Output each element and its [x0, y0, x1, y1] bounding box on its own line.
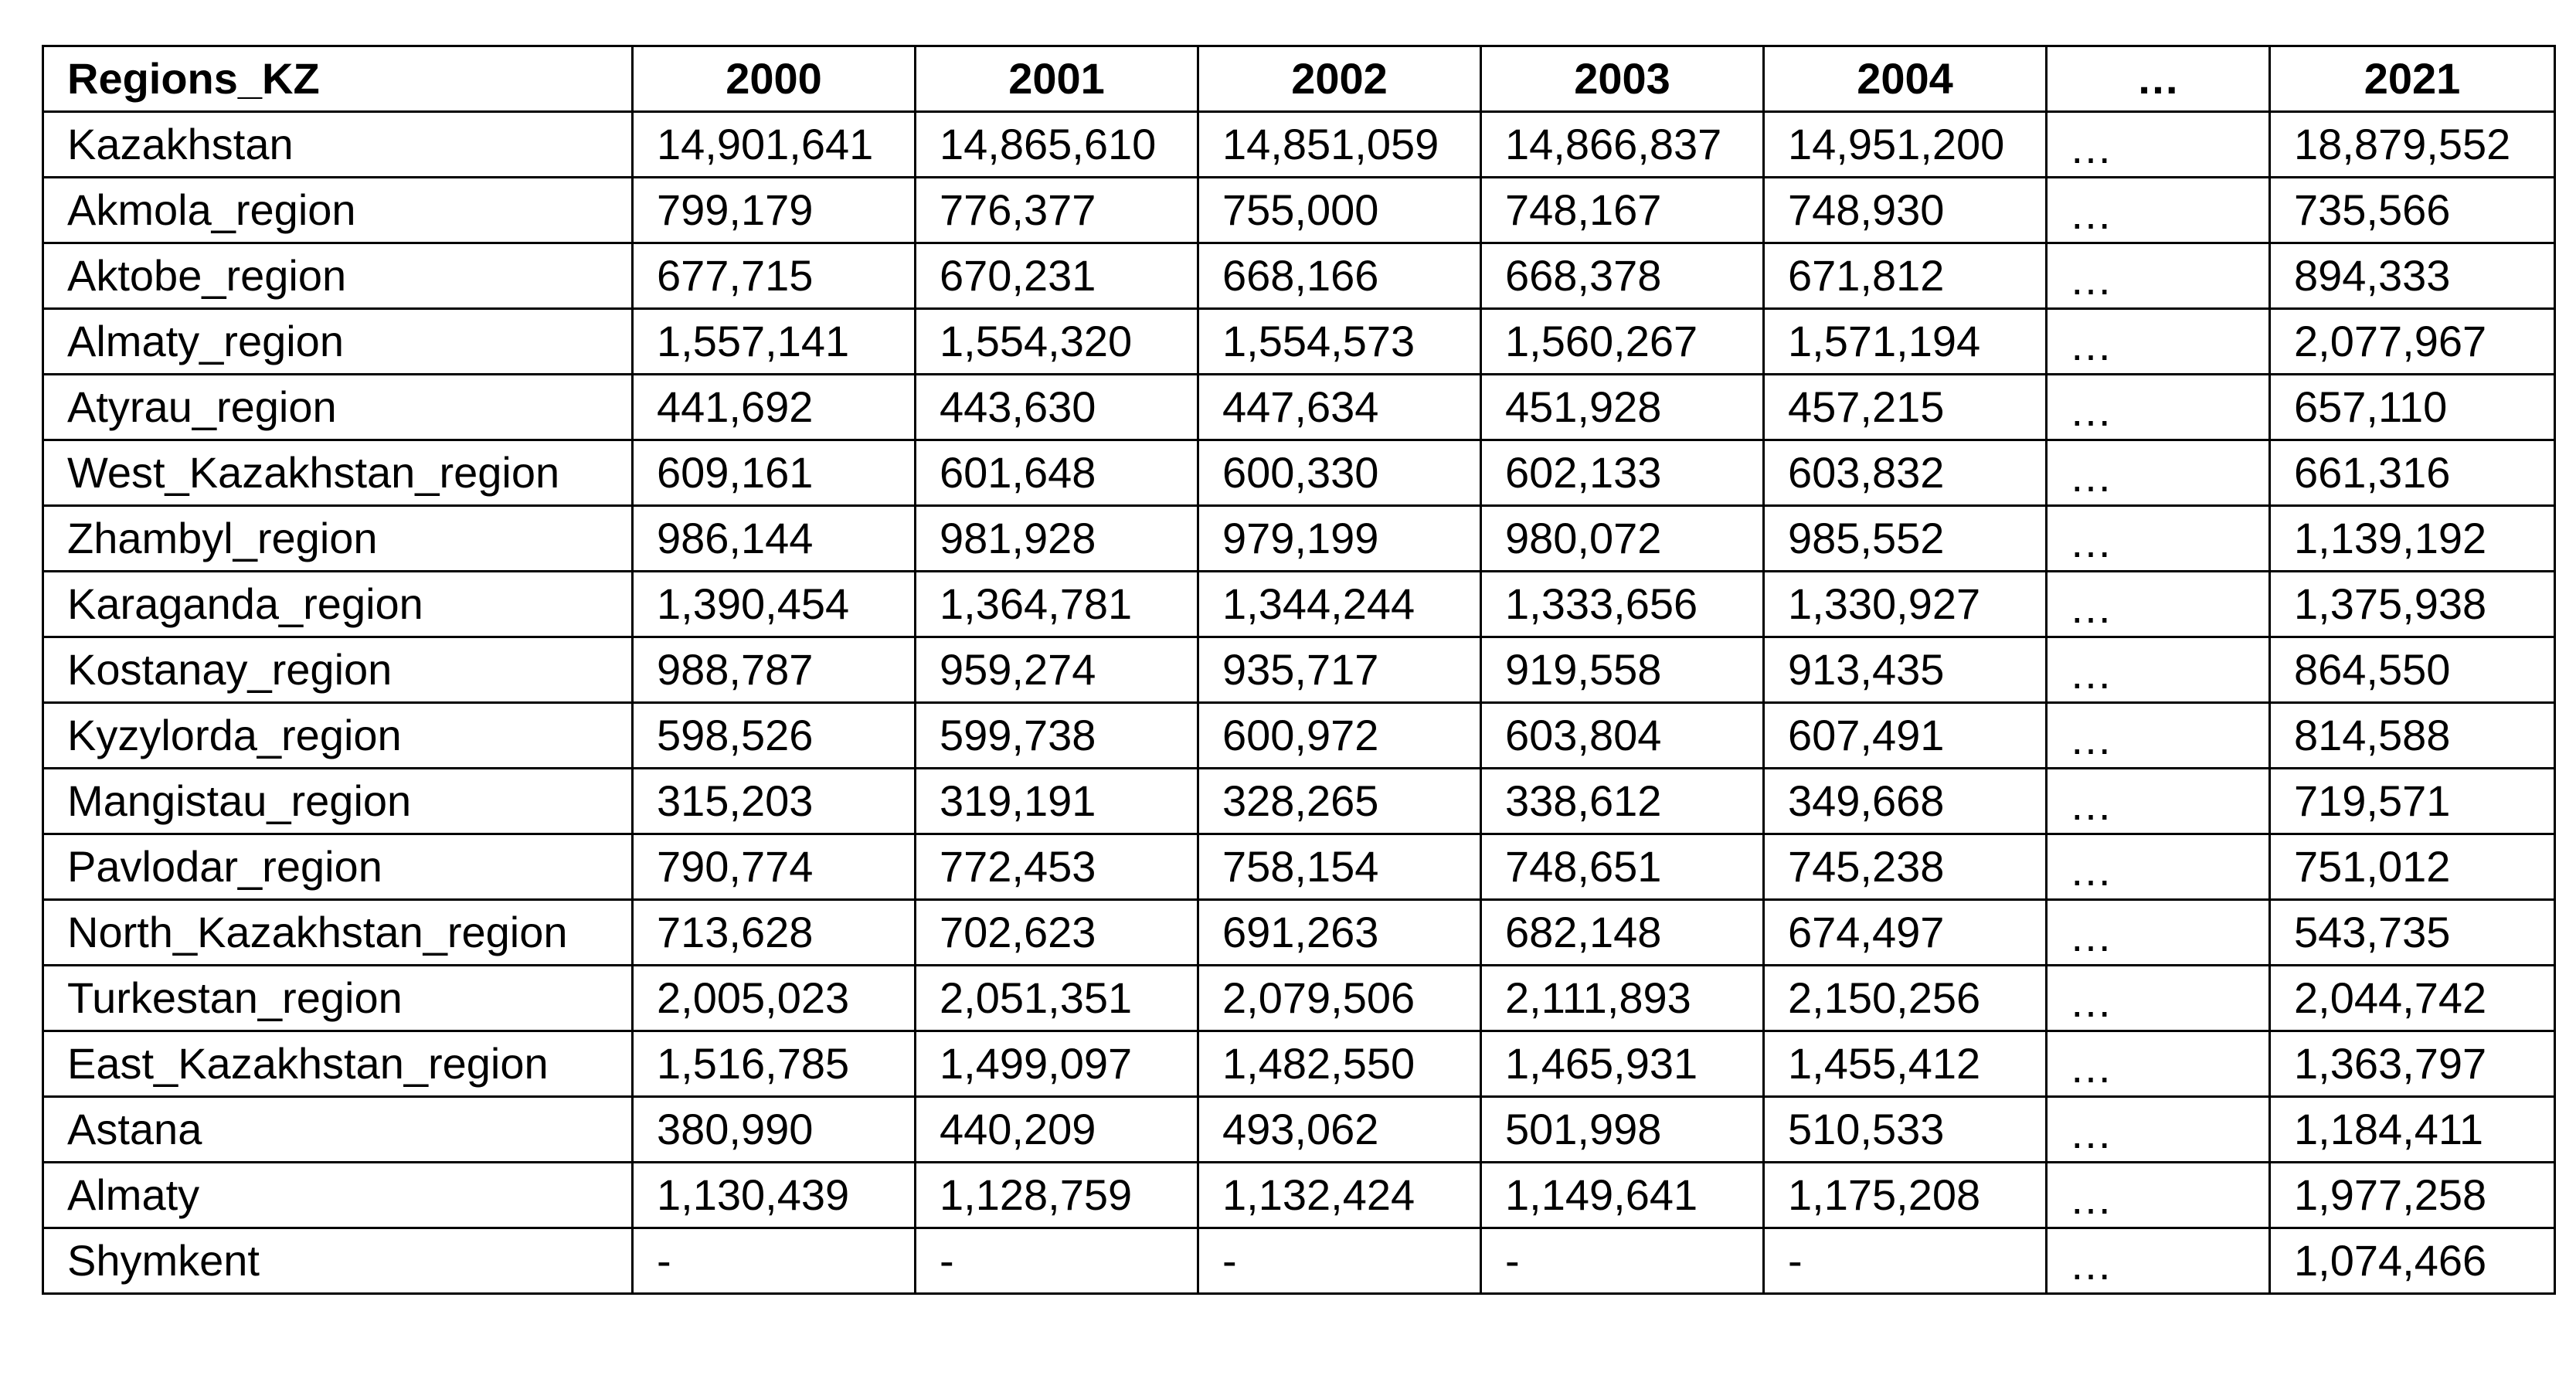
- population-value-cell: 1,333,656: [1481, 572, 1764, 637]
- population-value-cell: 981,928: [916, 506, 1198, 572]
- ellipsis-cell: …: [2047, 243, 2270, 309]
- population-value-cell: 1,074,466: [2270, 1228, 2555, 1294]
- population-table: [42, 45, 2556, 1295]
- population-value-cell: 776,377: [916, 178, 1198, 243]
- population-value-cell: 745,238: [1764, 834, 2047, 900]
- ellipsis-cell: …: [2047, 506, 2270, 572]
- column-header: Regions_KZ: [43, 46, 633, 112]
- column-header: 2021: [2270, 46, 2555, 112]
- population-value-cell: 1,363,797: [2270, 1031, 2555, 1097]
- population-value-cell: 1,554,573: [1198, 309, 1481, 375]
- population-value-cell: 959,274: [916, 637, 1198, 703]
- population-value-cell: 894,333: [2270, 243, 2555, 309]
- population-value-cell: 2,051,351: [916, 966, 1198, 1031]
- population-value-cell: 380,990: [633, 1097, 916, 1163]
- population-value-cell: 14,851,059: [1198, 112, 1481, 178]
- table-row: [43, 1031, 2555, 1097]
- population-value-cell: -: [1764, 1228, 2047, 1294]
- population-value-cell: 913,435: [1764, 637, 2047, 703]
- ellipsis-cell: …: [2047, 900, 2270, 966]
- population-value-cell: 14,951,200: [1764, 112, 2047, 178]
- population-value-cell: -: [633, 1228, 916, 1294]
- ellipsis-cell: …: [2047, 769, 2270, 834]
- region-name-cell: Shymkent: [43, 1228, 633, 1294]
- population-value-cell: 1,571,194: [1764, 309, 2047, 375]
- population-value-cell: 790,774: [633, 834, 916, 900]
- population-value-cell: -: [1198, 1228, 1481, 1294]
- region-name-cell: Zhambyl_region: [43, 506, 633, 572]
- population-value-cell: 14,866,837: [1481, 112, 1764, 178]
- population-value-cell: 1,516,785: [633, 1031, 916, 1097]
- population-value-cell: 2,077,967: [2270, 309, 2555, 375]
- population-value-cell: 501,998: [1481, 1097, 1764, 1163]
- population-value-cell: -: [916, 1228, 1198, 1294]
- population-value-cell: 18,879,552: [2270, 112, 2555, 178]
- ellipsis-cell: …: [2047, 1163, 2270, 1228]
- table-row: [43, 375, 2555, 440]
- ellipsis-cell: …: [2047, 375, 2270, 440]
- table-row: [43, 769, 2555, 834]
- population-value-cell: 670,231: [916, 243, 1198, 309]
- column-header: 2003: [1481, 46, 1764, 112]
- population-value-cell: 1,455,412: [1764, 1031, 2047, 1097]
- population-value-cell: 1,139,192: [2270, 506, 2555, 572]
- region-name-cell: Almaty: [43, 1163, 633, 1228]
- population-value-cell: 713,628: [633, 900, 916, 966]
- ellipsis-cell: …: [2047, 703, 2270, 769]
- region-name-cell: Kazakhstan: [43, 112, 633, 178]
- ellipsis-cell: …: [2047, 834, 2270, 900]
- population-value-cell: 1,557,141: [633, 309, 916, 375]
- population-value-cell: 668,166: [1198, 243, 1481, 309]
- population-value-cell: 1,184,411: [2270, 1097, 2555, 1163]
- region-name-cell: West_Kazakhstan_region: [43, 440, 633, 506]
- table-body: [43, 112, 2555, 1294]
- table-row: [43, 1228, 2555, 1294]
- population-value-cell: 602,133: [1481, 440, 1764, 506]
- region-name-cell: Turkestan_region: [43, 966, 633, 1031]
- population-value-cell: 457,215: [1764, 375, 2047, 440]
- ellipsis-cell: …: [2047, 1097, 2270, 1163]
- population-value-cell: 1,128,759: [916, 1163, 1198, 1228]
- region-name-cell: Kyzylorda_region: [43, 703, 633, 769]
- ellipsis-cell: …: [2047, 112, 2270, 178]
- population-value-cell: 543,735: [2270, 900, 2555, 966]
- population-value-cell: 1,344,244: [1198, 572, 1481, 637]
- table-row: [43, 637, 2555, 703]
- population-value-cell: 988,787: [633, 637, 916, 703]
- ellipsis-cell: …: [2047, 178, 2270, 243]
- population-value-cell: -: [1481, 1228, 1764, 1294]
- population-value-cell: 719,571: [2270, 769, 2555, 834]
- population-value-cell: 1,375,938: [2270, 572, 2555, 637]
- population-value-cell: 814,588: [2270, 703, 2555, 769]
- population-value-cell: 935,717: [1198, 637, 1481, 703]
- column-header: 2002: [1198, 46, 1481, 112]
- population-value-cell: 748,651: [1481, 834, 1764, 900]
- population-value-cell: 1,560,267: [1481, 309, 1764, 375]
- region-name-cell: Pavlodar_region: [43, 834, 633, 900]
- table-row: [43, 506, 2555, 572]
- population-value-cell: 980,072: [1481, 506, 1764, 572]
- region-name-cell: Atyrau_region: [43, 375, 633, 440]
- ellipsis-cell: …: [2047, 637, 2270, 703]
- region-name-cell: Aktobe_region: [43, 243, 633, 309]
- population-value-cell: 677,715: [633, 243, 916, 309]
- population-value-cell: 603,804: [1481, 703, 1764, 769]
- region-name-cell: East_Kazakhstan_region: [43, 1031, 633, 1097]
- population-value-cell: 2,079,506: [1198, 966, 1481, 1031]
- population-value-cell: 735,566: [2270, 178, 2555, 243]
- column-header: 2001: [916, 46, 1198, 112]
- population-value-cell: 864,550: [2270, 637, 2555, 703]
- population-value-cell: 751,012: [2270, 834, 2555, 900]
- table-row: [43, 572, 2555, 637]
- population-value-cell: 799,179: [633, 178, 916, 243]
- population-value-cell: 986,144: [633, 506, 916, 572]
- ellipsis-cell: …: [2047, 1228, 2270, 1294]
- population-value-cell: 443,630: [916, 375, 1198, 440]
- table-row: [43, 243, 2555, 309]
- table-row: [43, 966, 2555, 1031]
- region-name-cell: Kostanay_region: [43, 637, 633, 703]
- population-value-cell: 668,378: [1481, 243, 1764, 309]
- population-value-cell: 657,110: [2270, 375, 2555, 440]
- table-row: [43, 1097, 2555, 1163]
- population-value-cell: 1,149,641: [1481, 1163, 1764, 1228]
- population-value-cell: 1,132,424: [1198, 1163, 1481, 1228]
- population-value-cell: 315,203: [633, 769, 916, 834]
- population-value-cell: 748,930: [1764, 178, 2047, 243]
- population-value-cell: 1,977,258: [2270, 1163, 2555, 1228]
- table-row: [43, 178, 2555, 243]
- population-value-cell: 600,972: [1198, 703, 1481, 769]
- population-value-cell: 691,263: [1198, 900, 1481, 966]
- ellipsis-cell: …: [2047, 966, 2270, 1031]
- region-name-cell: Mangistau_region: [43, 769, 633, 834]
- population-value-cell: 603,832: [1764, 440, 2047, 506]
- population-value-cell: 1,465,931: [1481, 1031, 1764, 1097]
- population-value-cell: 328,265: [1198, 769, 1481, 834]
- region-name-cell: Astana: [43, 1097, 633, 1163]
- table-row: [43, 703, 2555, 769]
- population-value-cell: 14,865,610: [916, 112, 1198, 178]
- population-value-cell: 493,062: [1198, 1097, 1481, 1163]
- population-value-cell: 599,738: [916, 703, 1198, 769]
- population-value-cell: 772,453: [916, 834, 1198, 900]
- table-header: [43, 46, 2555, 112]
- population-value-cell: 682,148: [1481, 900, 1764, 966]
- population-value-cell: 607,491: [1764, 703, 2047, 769]
- region-name-cell: Almaty_region: [43, 309, 633, 375]
- population-value-cell: 661,316: [2270, 440, 2555, 506]
- population-value-cell: 601,648: [916, 440, 1198, 506]
- header-row: [43, 46, 2555, 112]
- population-value-cell: 755,000: [1198, 178, 1481, 243]
- population-value-cell: 349,668: [1764, 769, 2047, 834]
- population-value-cell: 1,390,454: [633, 572, 916, 637]
- population-value-cell: 1,499,097: [916, 1031, 1198, 1097]
- ellipsis-cell: …: [2047, 1031, 2270, 1097]
- table-row: [43, 1163, 2555, 1228]
- ellipsis-cell: …: [2047, 572, 2270, 637]
- population-value-cell: 338,612: [1481, 769, 1764, 834]
- population-value-cell: 758,154: [1198, 834, 1481, 900]
- population-value-cell: 598,526: [633, 703, 916, 769]
- region-name-cell: Akmola_region: [43, 178, 633, 243]
- ellipsis-cell: …: [2047, 309, 2270, 375]
- population-value-cell: 600,330: [1198, 440, 1481, 506]
- population-value-cell: 510,533: [1764, 1097, 2047, 1163]
- population-value-cell: 1,330,927: [1764, 572, 2047, 637]
- population-value-cell: 748,167: [1481, 178, 1764, 243]
- ellipsis-cell: …: [2047, 440, 2270, 506]
- population-value-cell: 919,558: [1481, 637, 1764, 703]
- population-value-cell: 451,928: [1481, 375, 1764, 440]
- population-value-cell: 1,482,550: [1198, 1031, 1481, 1097]
- population-value-cell: 979,199: [1198, 506, 1481, 572]
- population-value-cell: 1,130,439: [633, 1163, 916, 1228]
- table-row: [43, 834, 2555, 900]
- population-value-cell: 2,005,023: [633, 966, 916, 1031]
- population-value-cell: 702,623: [916, 900, 1198, 966]
- column-header: 2004: [1764, 46, 2047, 112]
- population-value-cell: 1,364,781: [916, 572, 1198, 637]
- table-row: [43, 112, 2555, 178]
- table-row: [43, 440, 2555, 506]
- population-value-cell: 440,209: [916, 1097, 1198, 1163]
- population-value-cell: 985,552: [1764, 506, 2047, 572]
- region-name-cell: North_Kazakhstan_region: [43, 900, 633, 966]
- population-value-cell: 1,175,208: [1764, 1163, 2047, 1228]
- population-value-cell: 609,161: [633, 440, 916, 506]
- population-value-cell: 671,812: [1764, 243, 2047, 309]
- table-row: [43, 900, 2555, 966]
- region-name-cell: Karaganda_region: [43, 572, 633, 637]
- population-value-cell: 14,901,641: [633, 112, 916, 178]
- column-header: 2000: [633, 46, 916, 112]
- population-value-cell: 2,111,893: [1481, 966, 1764, 1031]
- population-value-cell: 2,150,256: [1764, 966, 2047, 1031]
- population-value-cell: 441,692: [633, 375, 916, 440]
- population-value-cell: 1,554,320: [916, 309, 1198, 375]
- column-header: …: [2047, 46, 2270, 112]
- population-value-cell: 319,191: [916, 769, 1198, 834]
- population-value-cell: 2,044,742: [2270, 966, 2555, 1031]
- table-row: [43, 309, 2555, 375]
- population-value-cell: 674,497: [1764, 900, 2047, 966]
- population-value-cell: 447,634: [1198, 375, 1481, 440]
